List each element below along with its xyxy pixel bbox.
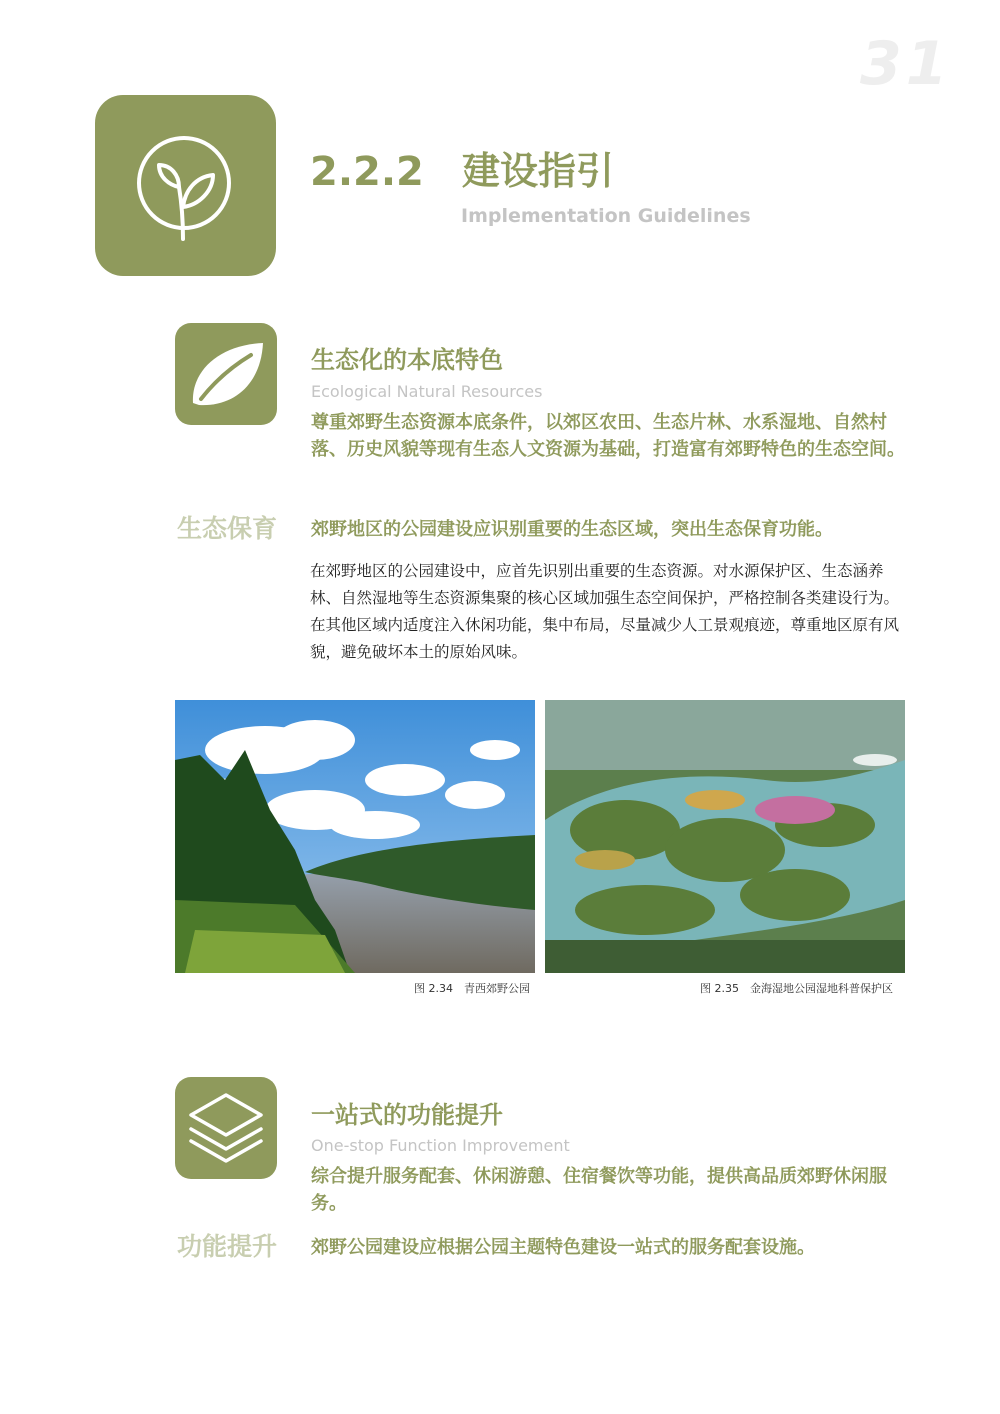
section-icon-tile <box>95 95 276 276</box>
block2-title: 一站式的功能提升 <box>311 1101 503 1129</box>
figure-river-photo <box>175 700 535 973</box>
block2-icon-tile <box>175 1077 277 1179</box>
page-number: 31 <box>860 29 952 99</box>
block2-side-label: 功能提升 <box>177 1232 278 1261</box>
section-title: 建设指引 <box>462 149 615 193</box>
figure-caption-1: 图 2.34 青西郊野公园 <box>414 982 530 995</box>
figure-caption-2: 图 2.35 金海湿地公园湿地科普保护区 <box>700 982 893 995</box>
block1-icon-tile <box>175 323 277 425</box>
block1-body: 在郊野地区的公园建设中，应首先识别出重要的生态资源。对水源保护区、生态涵养林、自然湿地等生态资源集聚的核心区域加强生态空间保护，严格控制各类建设行为。在其他区域内适度注入休闲功能，集中布局，尽量减少人工景观痕迹，尊重地区原有风貌，避免破坏本土的原始风味。 <box>310 562 900 661</box>
block2-point-title: 郊野公园建设应根据公园主题特色建设一站式的服务配套设施。 <box>311 1237 815 1258</box>
section-number: 2.2.2 <box>310 149 424 195</box>
block1-point-title: 郊野地区的公园建设应识别重要的生态区域，突出生态保育功能。 <box>311 519 833 540</box>
block1-title: 生态化的本底特色 <box>311 346 503 374</box>
layers-icon <box>175 1077 277 1179</box>
sprout-circle-icon <box>95 95 276 276</box>
block1-lead: 尊重郊野生态资源本底条件，以郊区农田、生态片林、水系湿地、自然村落、历史风貌等现有生态人文资源为基础，打造富有郊野特色的生态空间。 <box>311 412 905 460</box>
block1-subtitle-en: Ecological Natural Resources <box>311 382 543 401</box>
figure-wetland-photo <box>545 700 905 973</box>
block2-lead: 综合提升服务配套、休闲游憩、住宿餐饮等功能，提供高品质郊野休闲服务。 <box>311 1166 887 1214</box>
leaf-icon <box>175 323 277 425</box>
section-subtitle: Implementation Guidelines <box>461 205 751 227</box>
block1-side-label: 生态保育 <box>177 514 278 543</box>
block2-subtitle-en: One-stop Function Improvement <box>311 1136 570 1155</box>
